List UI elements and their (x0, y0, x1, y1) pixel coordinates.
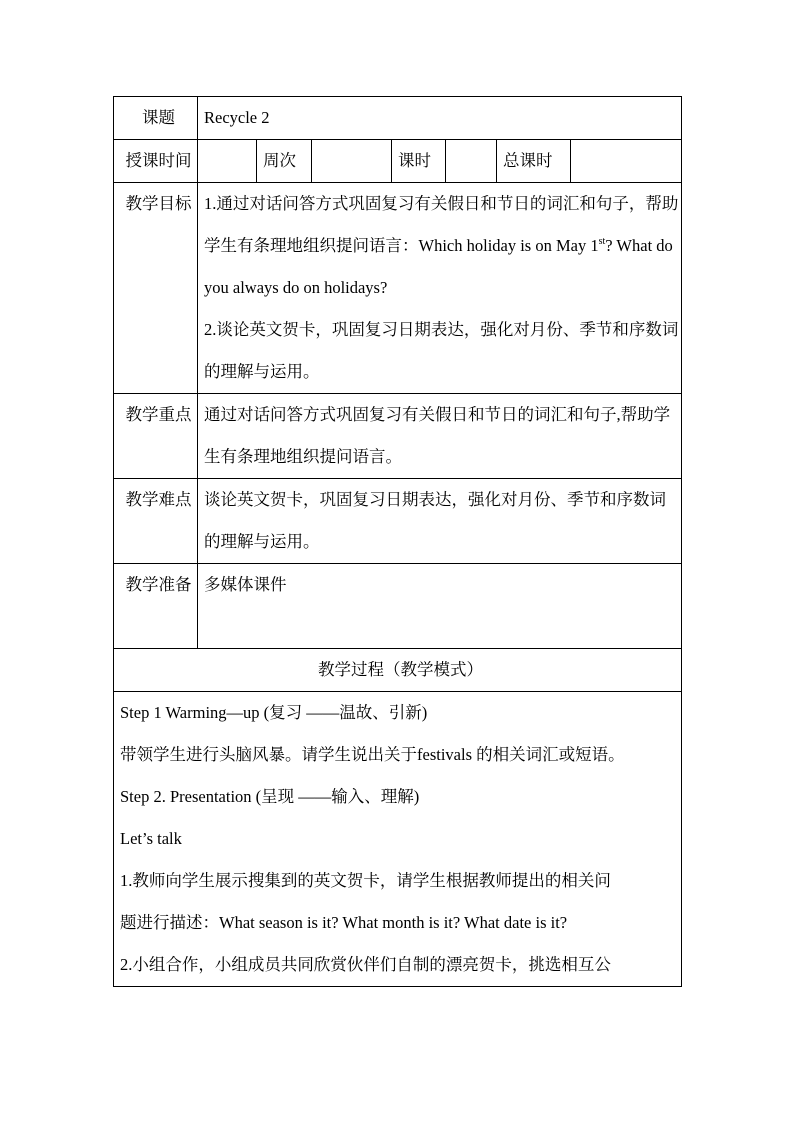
objectives-label: 教学目标 (114, 183, 198, 394)
process-heading-row (114, 649, 682, 692)
process-line: 题进行描述：What season is it? What month is it? What date is it? (120, 913, 568, 932)
objectives-value (198, 183, 682, 394)
topic-row (114, 97, 682, 140)
preparation-row (114, 564, 682, 649)
process-line: Step 1 Warming—up (复习 ——温故、引新) (120, 703, 428, 722)
objective-item-1: 1.通过对话问答方式巩固复习有关假日和节日的词汇和句子，帮助学生有条理地组织提问语言：Which holiday is on May 1st? What do you always do on holidays? (204, 194, 679, 297)
key-points-label: 教学重点 (114, 394, 198, 479)
process-heading: 教学过程（教学模式） (114, 649, 682, 692)
schedule-time-cell (198, 140, 257, 183)
preparation-label: 教学准备 (114, 564, 198, 649)
week-label: 周次 (257, 140, 312, 183)
difficulties-label: 教学难点 (114, 479, 198, 564)
period-value-cell (446, 140, 497, 183)
period-label: 课时 (392, 140, 446, 183)
process-line: 1.教师向学生展示搜集到的英文贺卡，请学生根据教师提出的相关问 (120, 871, 611, 890)
total-period-label: 总课时 (497, 140, 571, 183)
process-body-row (114, 692, 682, 987)
lesson-plan-table (113, 96, 682, 987)
difficulties-row (114, 479, 682, 564)
topic-label: 课题 (114, 97, 198, 140)
schedule-row (114, 140, 682, 183)
preparation-value: 多媒体课件 (198, 564, 682, 649)
objectives-row (114, 183, 682, 394)
process-line: 2.小组合作，小组成员共同欣赏伙伴们自制的漂亮贺卡，挑选相互公 (120, 955, 611, 974)
process-line: Step 2. Presentation (呈现 ——输入、理解) (120, 787, 420, 806)
process-body (114, 692, 682, 987)
process-line: Let’s talk (120, 829, 182, 848)
objective-item-2: 2.谈论英文贺卡，巩固复习日期表达，强化对月份、季节和序数词的理解与运用。 (204, 320, 679, 381)
schedule-label: 授课时间 (114, 140, 198, 183)
total-period-value-cell (571, 140, 682, 183)
key-points-value: 通过对话问答方式巩固复习有关假日和节日的词汇和句子,帮助学生有条理地组织提问语言。 (198, 394, 682, 479)
topic-value: Recycle 2 (198, 97, 682, 140)
week-value-cell (312, 140, 392, 183)
key-points-row (114, 394, 682, 479)
process-line: 带领学生进行头脑风暴。请学生说出关于festivals 的相关词汇或短语。 (120, 745, 625, 764)
difficulties-value: 谈论英文贺卡，巩固复习日期表达，强化对月份、季节和序数词的理解与运用。 (198, 479, 682, 564)
